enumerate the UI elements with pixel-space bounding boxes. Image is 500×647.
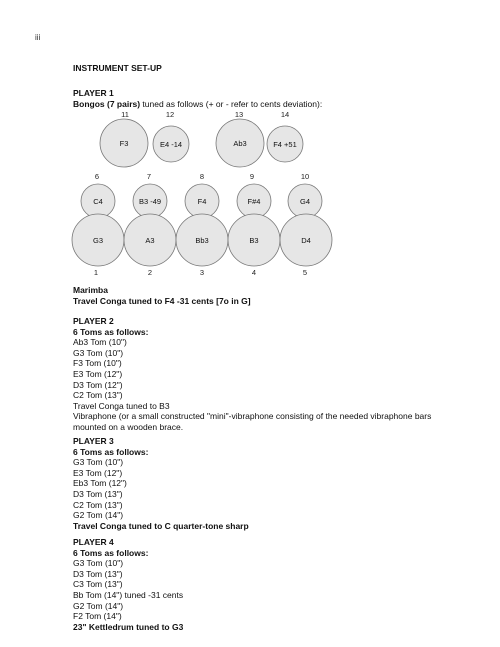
bongo-num-8: 8 xyxy=(199,172,205,181)
player1-extra xyxy=(73,285,453,306)
player2-section xyxy=(73,316,453,433)
player2-line: Ab3 Tom (10") xyxy=(73,337,127,348)
bongo-num-1: 1 xyxy=(93,268,99,277)
bongo-note-6: C4 xyxy=(93,197,103,206)
page-title: INSTRUMENT SET-UP xyxy=(73,63,162,73)
player3-heading: PLAYER 3 xyxy=(73,436,114,446)
bongo-num-6: 6 xyxy=(94,172,100,181)
bongo-note-4: B3 xyxy=(249,236,259,245)
player2-line: G3 Tom (10") xyxy=(73,347,124,358)
bongo-num-7: 7 xyxy=(146,172,152,181)
bongo-num-3: 3 xyxy=(199,268,205,277)
bongo-num-11: 11 xyxy=(121,110,129,119)
player4-line: G2 Tom (14") xyxy=(73,600,124,611)
player1-heading: PLAYER 1 xyxy=(73,88,114,98)
player2-line: E3 Tom (12") xyxy=(73,368,123,379)
player4-section xyxy=(73,537,453,632)
player4-line: C3 Tom (13") xyxy=(73,579,123,590)
bongo-note-5: D4 xyxy=(301,236,311,245)
player4-line: D3 Tom (13") xyxy=(73,568,123,579)
player3-line: E3 Tom (12") xyxy=(73,467,123,478)
bongo-note-2: A3 xyxy=(145,236,155,245)
player3-conga: Travel Conga tuned to C quarter-tone sharp xyxy=(73,520,249,531)
bongo-note-7: B3 -49 xyxy=(138,197,162,206)
player3-line: D3 Tom (13") xyxy=(73,488,123,499)
bongo-note-14: F4 +51 xyxy=(273,140,297,149)
player4-line: G3 Tom (10") xyxy=(73,558,124,569)
player3-line: G3 Tom (10") xyxy=(73,457,124,468)
bongo-note-10: G4 xyxy=(299,197,311,206)
player1-intro-bold: Bongos (7 pairs) xyxy=(73,98,141,109)
player2-line: Travel Conga tuned to B3 xyxy=(73,400,170,411)
player3-line: C2 Tom (13") xyxy=(73,499,123,510)
bongo-note-1: G3 xyxy=(92,236,104,245)
player1-intro-rest: tuned as follows (+ or - refer to cents deviation): xyxy=(140,98,323,109)
player2-vibraphone: Vibraphone (or a small constructed "mini"-vibraphone consisting of the needed vibraphone bars mounted on a wooden brace. xyxy=(73,411,432,432)
bongo-note-12: E4 -14 xyxy=(159,140,183,149)
player4-line: Bb Tom (14") tuned -31 cents xyxy=(73,589,184,600)
bongo-num-13: 13 xyxy=(234,110,244,119)
player4-heading: PLAYER 4 xyxy=(73,537,114,547)
bongo-num-12: 12 xyxy=(165,110,175,119)
player4-kettledrum: 23" Kettledrum tuned to G3 xyxy=(73,621,184,632)
bongo-note-13: Ab3 xyxy=(233,139,247,148)
player2-toms-heading: 6 Toms as follows: xyxy=(73,326,149,337)
bongo-note-9: F#4 xyxy=(247,197,261,206)
player3-line: G2 Tom (14") xyxy=(73,510,124,521)
bongo-num-5: 5 xyxy=(302,268,308,277)
bongo-note-11: F3 xyxy=(119,139,129,148)
bongo-num-14: 14 xyxy=(280,110,290,119)
page-number: iii xyxy=(35,33,41,42)
player2-line: D3 Tom (12") xyxy=(73,379,123,390)
player4-toms-heading: 6 Toms as follows: xyxy=(73,547,149,558)
player3-toms-heading: 6 Toms as follows: xyxy=(73,446,149,457)
player2-heading: PLAYER 2 xyxy=(73,316,114,326)
player3-section xyxy=(73,436,453,531)
bongo-num-4: 4 xyxy=(251,268,257,277)
bongo-num-9: 9 xyxy=(249,172,255,181)
bongo-num-10: 10 xyxy=(300,172,310,181)
player3-line: Eb3 Tom (12") xyxy=(73,478,127,489)
player1-conga: Travel Conga tuned to F4 -31 cents [7o in G] xyxy=(73,295,251,306)
marimba-label: Marimba xyxy=(73,285,108,295)
player4-line: F2 Tom (14") xyxy=(73,611,122,622)
bongo-note-8: F4 xyxy=(197,197,207,206)
player2-line: C2 Tom (13") xyxy=(73,390,123,401)
bongo-num-2: 2 xyxy=(147,268,153,277)
player2-line: F3 Tom (10") xyxy=(73,358,122,369)
bongo-note-3: Bb3 xyxy=(195,236,209,245)
